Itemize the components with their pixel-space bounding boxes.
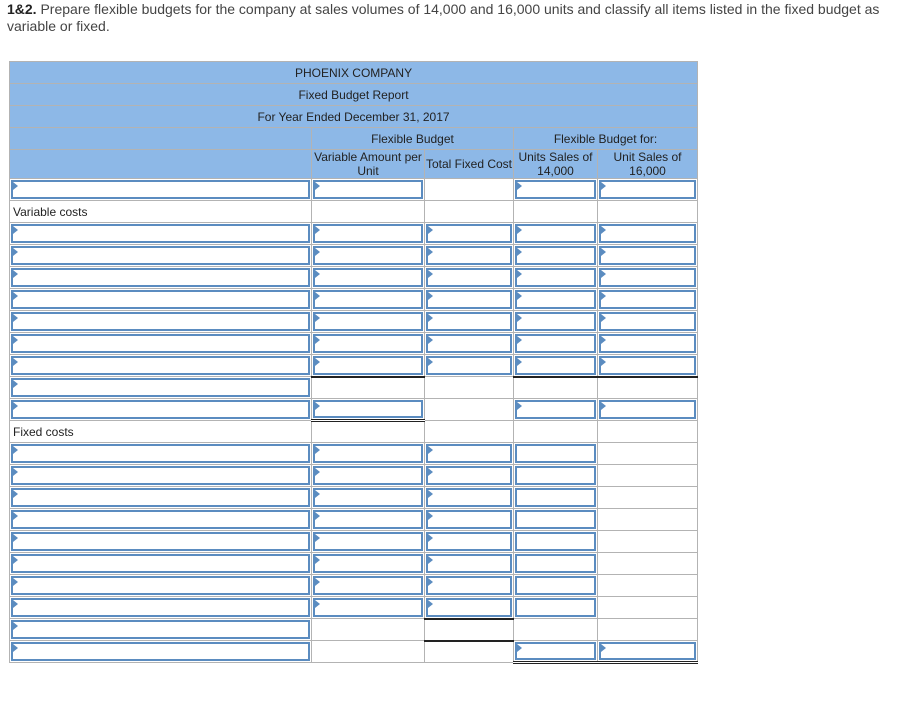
row-label-cell[interactable] (10, 179, 312, 201)
flex-16000-cell[interactable] (598, 311, 698, 333)
table-row (10, 531, 698, 553)
flex-14000-input[interactable] (515, 532, 596, 551)
row-label-cell[interactable] (10, 311, 312, 333)
table-row (10, 355, 698, 377)
flex-14000-input[interactable] (515, 356, 596, 375)
empty-cell (598, 201, 698, 223)
variable-amount-cell[interactable] (312, 179, 425, 201)
total-fixed-cell[interactable] (425, 355, 514, 377)
table-row (10, 597, 698, 619)
row-label-cell[interactable] (10, 333, 312, 355)
table-row (10, 421, 698, 443)
total-fixed-cell[interactable] (425, 531, 514, 553)
row-label-input[interactable] (11, 532, 310, 551)
row-label-input[interactable] (11, 400, 310, 419)
flex-14000-input[interactable] (515, 312, 596, 331)
variable-amount-cell (312, 619, 425, 641)
section-label-fixed-costs: Fixed costs (10, 421, 312, 443)
variable-amount-cell[interactable] (312, 531, 425, 553)
total-fixed-input[interactable] (426, 312, 512, 331)
flex-16000-cell[interactable] (598, 399, 698, 421)
question-text: Prepare flexible budgets for the company at sales volumes of 14,000 and 16,000 units and classify all items listed in the fixed budget as variable or fixed. (7, 1, 880, 34)
flex-16000-cell (598, 377, 698, 399)
total-fixed-cell[interactable] (425, 223, 514, 245)
total-fixed-cell (425, 399, 514, 421)
empty-cell (514, 421, 598, 443)
flex-14000-input[interactable] (515, 246, 596, 265)
row-label-cell[interactable] (10, 619, 312, 641)
company-name: PHOENIX COMPANY (10, 62, 698, 84)
total-fixed-cell[interactable] (425, 487, 514, 509)
flex-14000-cell[interactable] (514, 553, 598, 575)
row-label-cell[interactable] (10, 245, 312, 267)
row-label-cell[interactable] (10, 531, 312, 553)
flex-14000-input[interactable] (515, 400, 596, 419)
variable-amount-cell[interactable] (312, 553, 425, 575)
flex-16000-cell[interactable] (598, 245, 698, 267)
flex-16000-input[interactable] (599, 312, 696, 331)
flex-14000-input[interactable] (515, 488, 596, 507)
flex-16000-input[interactable] (599, 356, 696, 375)
flex-14000-cell[interactable] (514, 443, 598, 465)
header-blank (10, 150, 312, 179)
table-row (10, 223, 698, 245)
variable-amount-input[interactable] (313, 312, 423, 331)
flex-16000-cell (598, 553, 698, 575)
report-period: For Year Ended December 31, 2017 (10, 106, 698, 128)
total-fixed-input[interactable] (426, 246, 512, 265)
flex-16000-cell (598, 443, 698, 465)
row-label-cell[interactable] (10, 377, 312, 399)
flex-16000-cell[interactable] (598, 333, 698, 355)
table-row (10, 311, 698, 333)
variable-amount-input[interactable] (313, 576, 423, 595)
flex-14000-cell[interactable] (514, 355, 598, 377)
table-row (10, 201, 698, 223)
total-fixed-cell[interactable] (425, 443, 514, 465)
flex-16000-cell[interactable] (598, 355, 698, 377)
row-label-input[interactable] (11, 554, 310, 573)
variable-amount-input[interactable] (313, 334, 423, 353)
table-row (10, 179, 698, 201)
flex-14000-input[interactable] (515, 576, 596, 595)
flex-14000-cell[interactable] (514, 641, 598, 663)
flex-16000-input[interactable] (599, 642, 696, 660)
table-row (10, 377, 698, 399)
total-fixed-input[interactable] (426, 444, 512, 463)
table-row (10, 399, 698, 421)
flex-16000-cell[interactable] (598, 179, 698, 201)
flex-14000-cell[interactable] (514, 597, 598, 619)
total-fixed-cell (425, 619, 514, 641)
flex-14000-cell[interactable] (514, 465, 598, 487)
row-label-input[interactable] (11, 268, 310, 287)
flex-14000-cell[interactable] (514, 333, 598, 355)
row-label-input[interactable] (11, 576, 310, 595)
table-row (10, 553, 698, 575)
table-row (10, 509, 698, 531)
variable-amount-input[interactable] (313, 356, 423, 375)
row-label-cell[interactable] (10, 465, 312, 487)
total-fixed-cell[interactable] (425, 289, 514, 311)
total-fixed-cell[interactable] (425, 245, 514, 267)
row-label-cell[interactable] (10, 487, 312, 509)
row-label-cell[interactable] (10, 355, 312, 377)
empty-cell (312, 201, 425, 223)
variable-amount-cell[interactable] (312, 465, 425, 487)
row-label-cell[interactable] (10, 443, 312, 465)
total-fixed-cell[interactable] (425, 553, 514, 575)
row-label-input[interactable] (11, 598, 310, 617)
flex-16000-cell[interactable] (598, 267, 698, 289)
empty-cell (425, 201, 514, 223)
question-number: 1&2. (7, 1, 37, 17)
question-instructions (7, 1, 907, 35)
flex-14000-input[interactable] (515, 642, 596, 660)
variable-amount-cell[interactable] (312, 399, 425, 421)
total-fixed-cell (425, 641, 514, 663)
total-fixed-cell[interactable] (425, 597, 514, 619)
total-fixed-input[interactable] (426, 356, 512, 375)
flex-16000-cell[interactable] (598, 641, 698, 663)
header-row-title (10, 84, 698, 106)
variable-amount-input[interactable] (313, 246, 423, 265)
variable-amount-input[interactable] (313, 400, 423, 418)
flex-16000-input[interactable] (599, 224, 696, 243)
row-label-input[interactable] (11, 642, 310, 661)
flex-14000-input[interactable] (515, 290, 596, 309)
total-fixed-input[interactable] (426, 334, 512, 353)
variable-amount-input[interactable] (313, 510, 423, 529)
row-label-cell[interactable] (10, 267, 312, 289)
flex-14000-input[interactable] (515, 268, 596, 287)
flex-16000-cell (598, 619, 698, 641)
flex-16000-cell (598, 575, 698, 597)
row-label-input[interactable] (11, 180, 310, 199)
variable-amount-cell[interactable] (312, 267, 425, 289)
total-fixed-input[interactable] (426, 268, 512, 287)
row-label-input[interactable] (11, 510, 310, 529)
variable-amount-input[interactable] (313, 598, 423, 617)
variable-amount-input[interactable] (313, 268, 423, 287)
section-label-variable-costs: Variable costs (10, 201, 312, 223)
row-label-input[interactable] (11, 444, 310, 463)
flex-14000-input[interactable] (515, 510, 596, 529)
variable-amount-input[interactable] (313, 180, 423, 199)
row-label-input[interactable] (11, 466, 310, 485)
row-label-input[interactable] (11, 246, 310, 265)
flex-16000-input[interactable] (599, 400, 696, 419)
flex-14000-input[interactable] (515, 180, 596, 199)
variable-amount-cell (312, 377, 425, 399)
flex-16000-cell (598, 509, 698, 531)
total-fixed-cell (425, 179, 514, 201)
flex-16000-input[interactable] (599, 290, 696, 309)
flex-14000-input[interactable] (515, 444, 596, 463)
header-row-period (10, 106, 698, 128)
header-blank (10, 128, 312, 150)
table-row (10, 289, 698, 311)
flex-16000-input[interactable] (599, 334, 696, 353)
flex-14000-cell[interactable] (514, 223, 598, 245)
header-row-columns (10, 150, 698, 179)
row-label-cell[interactable] (10, 509, 312, 531)
total-fixed-input[interactable] (426, 488, 512, 507)
total-fixed-input[interactable] (426, 510, 512, 529)
row-label-input[interactable] (11, 224, 310, 243)
variable-amount-cell[interactable] (312, 509, 425, 531)
header-row-groups (10, 128, 698, 150)
row-label-cell[interactable] (10, 597, 312, 619)
variable-amount-cell (312, 641, 425, 663)
row-label-input[interactable] (11, 620, 310, 639)
table-row (10, 245, 698, 267)
variable-amount-input[interactable] (313, 466, 423, 485)
header-row-company (10, 62, 698, 84)
flex-14000-cell[interactable] (514, 289, 598, 311)
variable-amount-input[interactable] (313, 554, 423, 573)
flex-16000-cell[interactable] (598, 289, 698, 311)
variable-amount-cell[interactable] (312, 223, 425, 245)
table-row (10, 443, 698, 465)
flex-14000-cell[interactable] (514, 399, 598, 421)
empty-cell (425, 421, 514, 443)
flexible-budget-table (9, 61, 698, 664)
table-row (10, 641, 698, 663)
flex-16000-cell[interactable] (598, 223, 698, 245)
table-row (10, 487, 698, 509)
flex-14000-cell[interactable] (514, 245, 598, 267)
total-fixed-cell (425, 377, 514, 399)
variable-amount-cell[interactable] (312, 487, 425, 509)
table-row (10, 333, 698, 355)
flex-16000-cell (598, 531, 698, 553)
flex-14000-cell[interactable] (514, 531, 598, 553)
total-fixed-cell[interactable] (425, 267, 514, 289)
flex-14000-cell[interactable] (514, 487, 598, 509)
row-label-cell[interactable] (10, 223, 312, 245)
variable-amount-input[interactable] (313, 488, 423, 507)
col-units-16000: Unit Sales of 16,000 (598, 150, 698, 179)
table-row (10, 575, 698, 597)
total-fixed-input[interactable] (426, 598, 512, 617)
table-row (10, 465, 698, 487)
row-label-input[interactable] (11, 378, 310, 397)
total-fixed-cell[interactable] (425, 465, 514, 487)
flex-16000-input[interactable] (599, 246, 696, 265)
variable-amount-cell[interactable] (312, 311, 425, 333)
total-fixed-input[interactable] (426, 532, 512, 551)
flex-16000-cell (598, 465, 698, 487)
flex-14000-cell (514, 377, 598, 399)
total-fixed-input[interactable] (426, 224, 512, 243)
variable-amount-input[interactable] (313, 224, 423, 243)
row-label-input[interactable] (11, 488, 310, 507)
row-label-input[interactable] (11, 334, 310, 353)
variable-amount-cell[interactable] (312, 289, 425, 311)
empty-cell (598, 421, 698, 443)
flex-16000-input[interactable] (599, 180, 696, 199)
flex-14000-cell[interactable] (514, 311, 598, 333)
flex-14000-cell[interactable] (514, 575, 598, 597)
row-label-cell[interactable] (10, 399, 312, 421)
flex-14000-cell[interactable] (514, 267, 598, 289)
empty-cell (514, 201, 598, 223)
flex-14000-cell[interactable] (514, 179, 598, 201)
flex-14000-input[interactable] (515, 466, 596, 485)
row-label-cell[interactable] (10, 575, 312, 597)
row-label-cell[interactable] (10, 553, 312, 575)
total-fixed-input[interactable] (426, 554, 512, 573)
table-row (10, 619, 698, 641)
variable-amount-input[interactable] (313, 532, 423, 551)
flex-14000-input[interactable] (515, 334, 596, 353)
col-variable-amount: Variable Amount per Unit (312, 150, 425, 179)
col-total-fixed: Total Fixed Cost (425, 150, 514, 179)
total-fixed-input[interactable] (426, 466, 512, 485)
row-label-input[interactable] (11, 312, 310, 331)
total-fixed-cell[interactable] (425, 311, 514, 333)
row-label-input[interactable] (11, 356, 310, 375)
variable-amount-cell[interactable] (312, 355, 425, 377)
flex-16000-input[interactable] (599, 268, 696, 287)
flex-16000-cell (598, 487, 698, 509)
variable-amount-cell[interactable] (312, 245, 425, 267)
group-flexible-budget-for: Flexible Budget for: (514, 128, 698, 150)
flex-16000-cell (598, 597, 698, 619)
total-fixed-cell[interactable] (425, 509, 514, 531)
col-units-14000: Units Sales of 14,000 (514, 150, 598, 179)
variable-amount-cell[interactable] (312, 597, 425, 619)
total-fixed-cell[interactable] (425, 333, 514, 355)
variable-amount-cell[interactable] (312, 575, 425, 597)
flex-14000-input[interactable] (515, 598, 596, 617)
total-fixed-input[interactable] (426, 290, 512, 309)
total-fixed-cell[interactable] (425, 575, 514, 597)
group-flexible-budget: Flexible Budget (312, 128, 514, 150)
flex-14000-cell (514, 619, 598, 641)
variable-amount-input[interactable] (313, 444, 423, 463)
flex-14000-input[interactable] (515, 554, 596, 573)
variable-amount-input[interactable] (313, 290, 423, 309)
flex-14000-cell[interactable] (514, 509, 598, 531)
row-label-input[interactable] (11, 290, 310, 309)
variable-amount-cell[interactable] (312, 333, 425, 355)
variable-amount-cell[interactable] (312, 443, 425, 465)
empty-cell (312, 421, 425, 443)
total-fixed-input[interactable] (426, 576, 512, 595)
row-label-cell[interactable] (10, 641, 312, 663)
row-label-cell[interactable] (10, 289, 312, 311)
table-row (10, 267, 698, 289)
report-title: Fixed Budget Report (10, 84, 698, 106)
flex-14000-input[interactable] (515, 224, 596, 243)
